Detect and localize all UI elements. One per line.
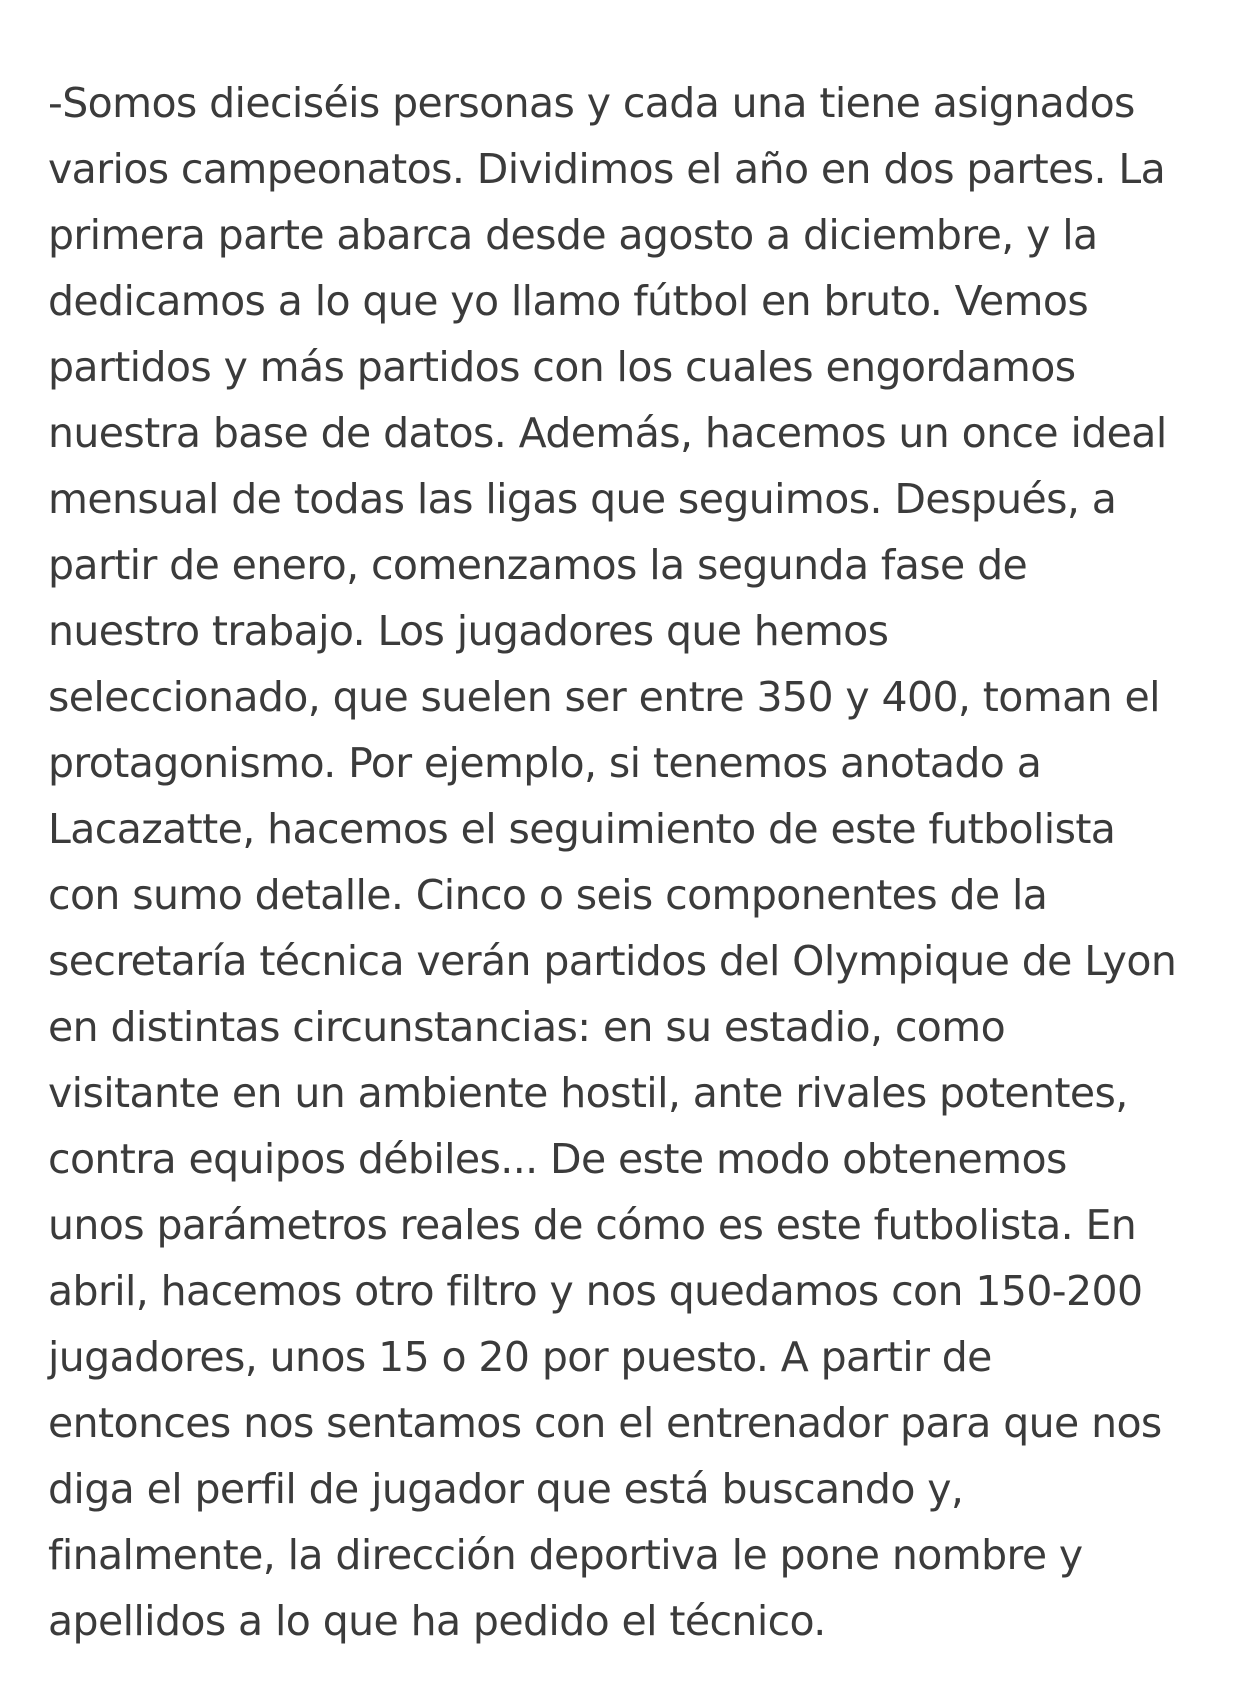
text-line: contra equipos débiles... De este modo obtenemos xyxy=(48,1135,1067,1183)
text-line: con sumo detalle. Cinco o seis componentes de la xyxy=(48,871,1048,919)
text-line: dedicamos a lo que yo llamo fútbol en bruto. Vemos xyxy=(48,277,1089,325)
text-line: nuestro trabajo. Los jugadores que hemos xyxy=(48,607,889,655)
text-line: diga el perfil de jugador que está buscando y, xyxy=(48,1465,964,1513)
text-line: secretaría técnica verán partidos del Olympique de Lyon xyxy=(48,937,1177,985)
text-line: varios campeonatos. Dividimos el año en dos partes. La xyxy=(48,145,1166,193)
text-line: entonces nos sentamos con el entrenador para que nos xyxy=(48,1399,1162,1447)
text-line: visitante en un ambiente hostil, ante rivales potentes, xyxy=(48,1069,1128,1117)
text-line: protagonismo. Por ejemplo, si tenemos anotado a xyxy=(48,739,1042,787)
article-paragraph xyxy=(48,70,1218,1654)
text-line: partidos y más partidos con los cuales engordamos xyxy=(48,343,1076,391)
text-line: partir de enero, comenzamos la segunda fase de xyxy=(48,541,1028,589)
text-line: Lacazatte, hacemos el seguimiento de este futbolista xyxy=(48,805,1116,853)
text-line: apellidos a lo que ha pedido el técnico. xyxy=(48,1597,826,1645)
text-line: nuestra base de datos. Además, hacemos un once ideal xyxy=(48,409,1167,457)
text-line: primera parte abarca desde agosto a diciembre, y la xyxy=(48,211,1098,259)
text-line: -Somos dieciséis personas y cada una tiene asignados xyxy=(48,79,1135,127)
text-line: jugadores, unos 15 o 20 por puesto. A partir de xyxy=(48,1333,992,1381)
text-line: en distintas circunstancias: en su estadio, como xyxy=(48,1003,1006,1051)
text-line: mensual de todas las ligas que seguimos. Después, a xyxy=(48,475,1117,523)
text-line: finalmente, la dirección deportiva le pone nombre y xyxy=(48,1531,1083,1579)
text-line: abril, hacemos otro filtro y nos quedamos con 150-200 xyxy=(48,1267,1143,1315)
text-line: seleccionado, que suelen ser entre 350 y 400, toman el xyxy=(48,673,1160,721)
text-line: unos parámetros reales de cómo es este futbolista. En xyxy=(48,1201,1137,1249)
